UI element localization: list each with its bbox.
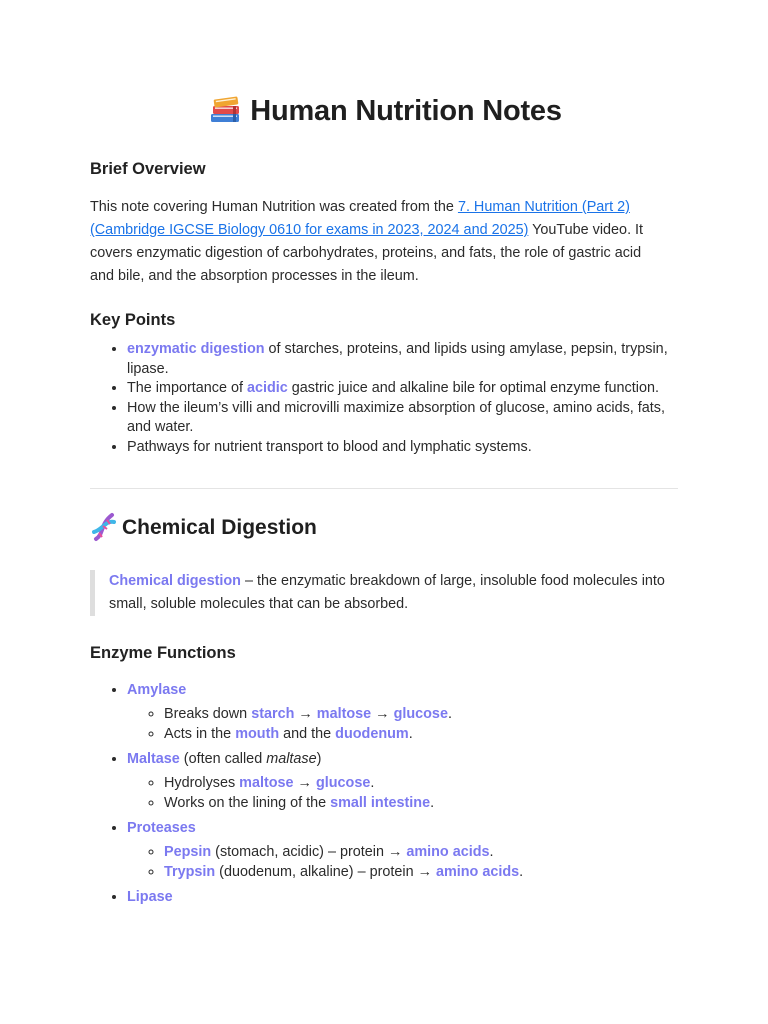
list-item xyxy=(164,843,687,863)
text: and the xyxy=(279,725,336,742)
list-item xyxy=(127,379,672,399)
highlight-term: glucose xyxy=(393,706,448,722)
text: Acts in the xyxy=(164,725,236,742)
text: ) xyxy=(316,751,322,767)
list-item xyxy=(127,399,672,438)
text: Hydrolyses xyxy=(164,775,240,791)
highlight-term: maltose xyxy=(239,775,294,791)
text: . xyxy=(447,706,452,722)
definition-quote xyxy=(90,570,678,616)
text: . xyxy=(370,775,375,791)
source-video-link[interactable]: 7. Human Nutrition (Part 2) (Cambridge IGCSE Biology 0610 for exams in 2023, 2024 and 2025) xyxy=(90,199,630,238)
text: . xyxy=(519,863,524,880)
key-points-heading: Key Points xyxy=(90,311,176,329)
text: . xyxy=(489,844,494,860)
sub-list xyxy=(127,843,687,882)
books-icon xyxy=(208,92,242,126)
text: (duodenum, alkaline) – protein → xyxy=(215,863,436,880)
text: . xyxy=(408,725,413,742)
highlight-term: small intestine xyxy=(330,794,431,811)
enzyme-functions-heading: Enzyme Functions xyxy=(90,644,236,662)
list-item xyxy=(164,725,687,745)
text: Works on the lining of the xyxy=(164,794,331,811)
arrow: → xyxy=(294,706,317,722)
text: The importance of xyxy=(127,380,247,396)
text: gastric juice and alkaline bile for optimal enzyme function. xyxy=(287,380,659,396)
sub-list xyxy=(127,774,687,813)
highlight-term: amino acids xyxy=(406,844,490,860)
sub-list xyxy=(127,705,687,744)
highlight-term: maltose xyxy=(316,706,372,722)
text: How the ileum’s villi and microvilli maximize absorption of glucose, amino acids, fats, and water. xyxy=(127,399,665,435)
text: (stomach, acidic) – protein → xyxy=(211,844,407,860)
enzyme-name: Lipase xyxy=(127,889,173,905)
highlight-term: Trypsin xyxy=(164,863,216,880)
enzyme-list xyxy=(90,680,687,910)
list-item xyxy=(164,794,687,814)
highlight-term: acidic xyxy=(246,380,288,396)
highlight-term: mouth xyxy=(235,725,280,742)
arrow: → xyxy=(371,706,394,722)
highlight-term: starch xyxy=(251,706,295,722)
emphasis-text: maltase xyxy=(266,751,317,767)
text: . xyxy=(430,794,435,811)
text: Pathways for nutrient transport to blood and lymphatic systems. xyxy=(127,438,532,455)
dna-icon xyxy=(90,512,118,542)
chemical-digestion-title: Chemical Digestion xyxy=(122,516,317,539)
list-item-proteases xyxy=(127,818,687,882)
list-item xyxy=(164,863,687,883)
list-item-maltase xyxy=(127,749,687,813)
overview-intro: This note covering Human Nutrition was created from the xyxy=(90,199,458,215)
overview-heading: Brief Overview xyxy=(90,160,206,178)
overview-outro: YouTube video. It covers enzymatic digestion of carbohydrates, proteins, and fats, the role of gastric acid and bile, and the absorption processes in the ileum. xyxy=(90,222,644,284)
title-text: Human Nutrition Notes xyxy=(250,95,562,127)
list-item xyxy=(127,438,672,458)
enzyme-name: Amylase xyxy=(127,682,187,698)
text: of starches, proteins, and lipids using amylase, pepsin, trypsin, lipase. xyxy=(127,341,668,377)
list-item xyxy=(164,774,687,794)
enzyme-name: Maltase xyxy=(127,751,180,767)
highlight-term: amino acids xyxy=(435,863,520,880)
highlight-term: enzymatic digestion xyxy=(127,341,265,357)
highlight-term: Pepsin xyxy=(164,844,212,860)
arrow: → xyxy=(293,775,316,791)
key-points-list xyxy=(90,340,672,457)
section-divider xyxy=(90,488,678,489)
list-item-amylase xyxy=(127,680,687,744)
list-item xyxy=(164,705,687,725)
overview-paragraph xyxy=(90,196,668,288)
quote-term: Chemical digestion xyxy=(109,573,241,589)
text: (often called xyxy=(179,751,267,767)
page-title xyxy=(90,92,680,128)
chemical-digestion-heading xyxy=(90,512,317,542)
quote-text: – the enzymatic breakdown of large, insoluble food molecules into small, soluble molecules that can be absorbed. xyxy=(109,573,665,612)
highlight-term: duodenum xyxy=(335,725,409,742)
list-item xyxy=(127,340,672,379)
enzyme-name: Proteases xyxy=(127,820,196,836)
text: Breaks down xyxy=(164,706,252,722)
list-item-lipase xyxy=(127,887,687,907)
highlight-term: glucose xyxy=(315,775,371,791)
